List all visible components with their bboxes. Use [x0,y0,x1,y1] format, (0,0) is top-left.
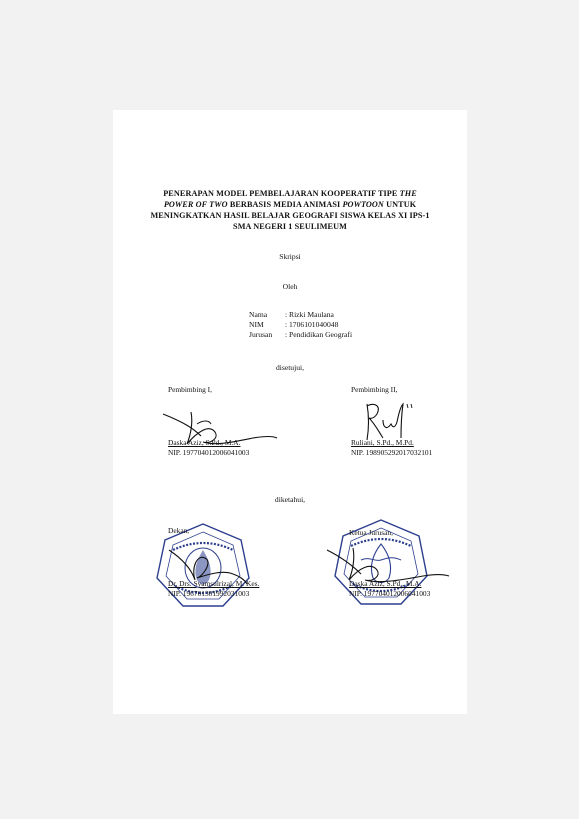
supervisor-2-nip: NIP. 198905292017032101 [351,447,433,457]
title-line-2 [113,199,467,210]
document-page [113,110,467,714]
student-name-label: Nama [249,310,268,319]
title-line-2-italic-2: POWTOON [342,200,384,209]
supervisor-2-name: Ruliani, S.Pd., M.Pd. [351,438,414,447]
title-line-1 [113,188,467,199]
supervisor-1-name: Daska Aziz, S.Pd., M.A. [168,438,241,447]
student-dept-row [249,330,352,340]
head-of-dept-name: Daska Aziz, S.Pd., M.A. [349,579,422,588]
student-nim-value: : 1706101040048 [285,320,339,329]
student-nim-row [249,320,352,330]
by-label: Oleh [282,282,298,291]
dean-nip: NIP. 196701301992031003 [168,588,250,598]
supervisor-2-role: Pembimbing II, [351,385,398,394]
title-line-2-text-2: UNTUK [386,200,417,209]
supervisor-1 [168,438,249,457]
known-label: diketahui, [274,495,306,504]
title-line-2-text: BERBASIS MEDIA ANIMASI [229,200,341,209]
student-info [249,310,352,340]
title-line-4: SMA NEGERI 1 SEULIMEUM [233,222,347,231]
thesis-title [113,188,467,232]
head-of-dept-nip: NIP. 197704012006041003 [349,588,431,598]
title-line-1-italic: THE [399,189,417,198]
student-nim-label: NIM [249,320,264,329]
head-of-dept [349,579,430,598]
dean-role: Dekan, [168,526,190,535]
approved-label: disetujui, [275,363,305,372]
supervisor-2 [351,438,432,457]
head-of-dept-role: Ketua Jurusan, [349,528,393,537]
supervisor-1-nip: NIP. 197704012006041003 [168,447,250,457]
student-name-value: : Rizki Maulana [285,310,334,319]
dean [168,579,259,598]
title-line-2-italic: POWER OF TWO [163,200,228,209]
dean-name: Dr. Drs. Syamsulrizal, M. Kes. [168,579,260,588]
title-line-3: MENINGKATKAN HASIL BELAJAR GEOGRAFI SISWA KELAS XI IPS-1 [150,211,430,220]
student-dept-value: : Pendidikan Geografi [285,330,353,339]
title-line-1-text: PENERAPAN MODEL PEMBELAJARAN KOOPERATIF TIPE [163,189,398,198]
student-dept-label: Jurusan [249,330,273,339]
doc-type: Skripsi [279,252,301,261]
supervisor-1-role: Pembimbing I, [168,385,212,394]
student-name-row [249,310,352,320]
